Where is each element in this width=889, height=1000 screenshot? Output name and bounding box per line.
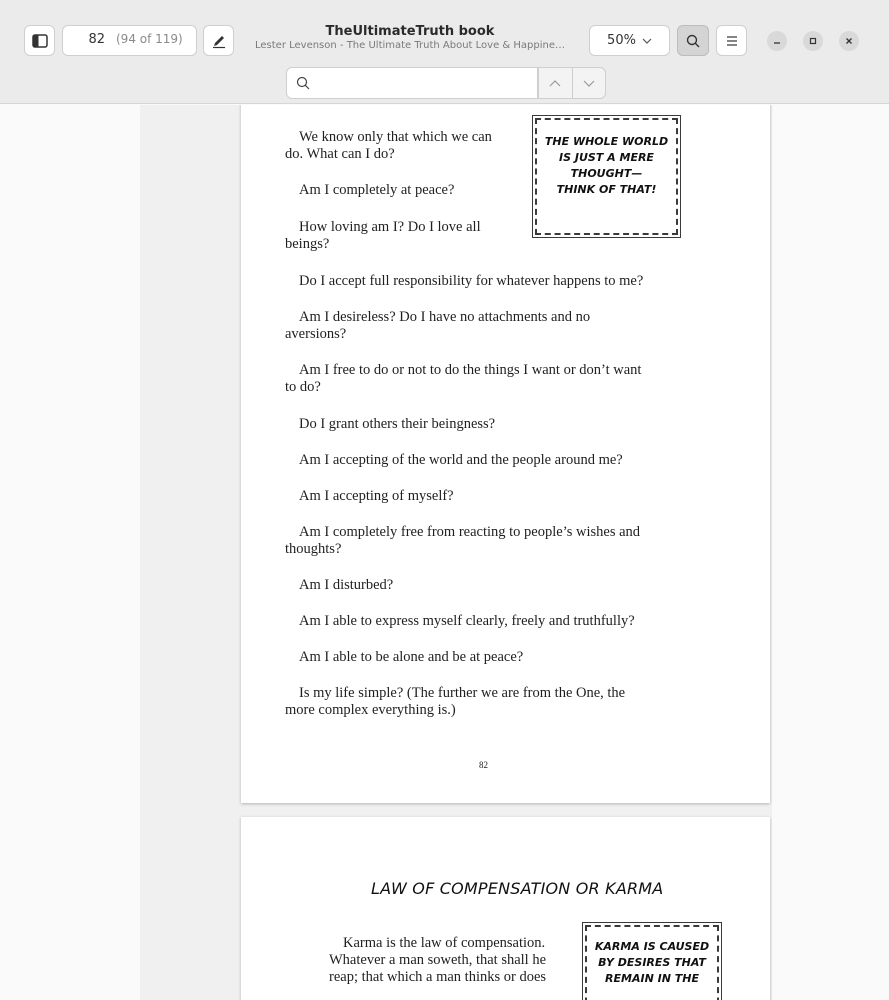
close-icon: [845, 37, 853, 45]
previous-result-button[interactable]: [539, 68, 573, 98]
minimize-icon: [773, 37, 781, 45]
document-title: TheUltimateTruth book: [325, 24, 495, 39]
paragraph: beings?: [285, 236, 330, 252]
paragraph: reap; that which a man thinks or does: [329, 969, 547, 985]
page-number: 82: [479, 760, 488, 770]
chevron-down-icon: [642, 38, 652, 44]
paragraph: do. What can I do?: [285, 146, 395, 162]
header-bar: [0, 0, 889, 62]
paragraph: We know only that which we can: [299, 129, 492, 145]
annotate-button[interactable]: [203, 25, 234, 56]
paragraph: Whatever a man soweth, that shall he: [329, 952, 547, 968]
chevron-down-icon: [583, 80, 595, 87]
maximize-button[interactable]: [803, 31, 823, 51]
paragraph: Do I accept full responsibility for whatever happens to me?: [299, 273, 644, 289]
search-icon: [296, 76, 310, 90]
pull-quote-line: KARMA IS CAUSED: [594, 940, 710, 953]
zoom-level: 50%: [607, 33, 636, 48]
page-number-field[interactable]: [62, 25, 197, 56]
pull-quote-box: [535, 118, 678, 235]
paragraph: Am I disturbed?: [299, 577, 394, 593]
zoom-dropdown[interactable]: [589, 25, 670, 56]
paragraph: thoughts?: [285, 541, 342, 557]
paragraph: Am I able to be alone and be at peace?: [299, 649, 524, 665]
search-toggle-button[interactable]: [677, 25, 709, 56]
document-subtitle: Lester Levenson - The Ultimate Truth About Love & Happine…: [254, 40, 566, 51]
paragraph: to do?: [285, 379, 321, 395]
paragraph: Karma is the law of compensation.: [343, 935, 546, 951]
close-button[interactable]: [839, 31, 859, 51]
pull-quote-line: THINK OF THAT!: [556, 183, 657, 196]
sidebar-toggle-button[interactable]: [24, 25, 55, 56]
paragraph: Am I desireless? Do I have no attachments and no: [299, 309, 591, 325]
document-view[interactable]: [0, 105, 889, 1000]
document-title-block: [250, 24, 570, 51]
sidebar-icon: [32, 34, 48, 48]
page-number-input[interactable]: 82: [88, 32, 105, 47]
pull-quote-line: THOUGHT—: [570, 167, 643, 180]
document-page-82: [241, 105, 770, 803]
main-menu-button[interactable]: [716, 25, 747, 56]
pull-quote-line: BY DESIRES THAT: [598, 956, 706, 969]
search-icon: [686, 34, 700, 48]
paragraph: How loving am I? Do I love all: [299, 219, 481, 235]
pull-quote-line: IS JUST A MERE: [559, 151, 654, 164]
paragraph: Am I accepting of the world and the people around me?: [299, 452, 623, 468]
page-count-label: (94 of 119): [116, 32, 183, 46]
chevron-up-icon: [549, 80, 561, 87]
paragraph: Am I able to express myself clearly, freely and truthfully?: [299, 613, 635, 629]
pen-icon: [211, 33, 227, 49]
hamburger-icon: [726, 36, 738, 46]
paragraph: Am I accepting of myself?: [299, 488, 454, 504]
paragraph: Am I completely free from reacting to people’s wishes and: [299, 524, 641, 540]
maximize-icon: [809, 37, 817, 45]
search-input[interactable]: [286, 67, 538, 99]
pull-quote-line: THE WHOLE WORLD: [544, 135, 669, 148]
next-result-button[interactable]: [573, 68, 606, 98]
paragraph: Am I completely at peace?: [299, 182, 455, 198]
search-navigation: [538, 67, 606, 99]
document-page-83: [241, 817, 770, 1000]
minimize-button[interactable]: [767, 31, 787, 51]
chapter-title: LAW OF COMPENSATION OR KARMA: [371, 879, 664, 898]
search-bar: [0, 62, 889, 104]
pull-quote-box: [585, 925, 719, 1000]
paragraph: Is my life simple? (The further we are from the One, the: [299, 685, 626, 701]
paragraph: aversions?: [285, 326, 347, 342]
paragraph: more complex everything is.): [285, 702, 456, 718]
paragraph: Do I grant others their beingness?: [299, 416, 496, 432]
pull-quote-line: REMAIN IN THE: [605, 972, 699, 985]
paragraph: Am I free to do or not to do the things I want or don’t want: [299, 362, 642, 378]
